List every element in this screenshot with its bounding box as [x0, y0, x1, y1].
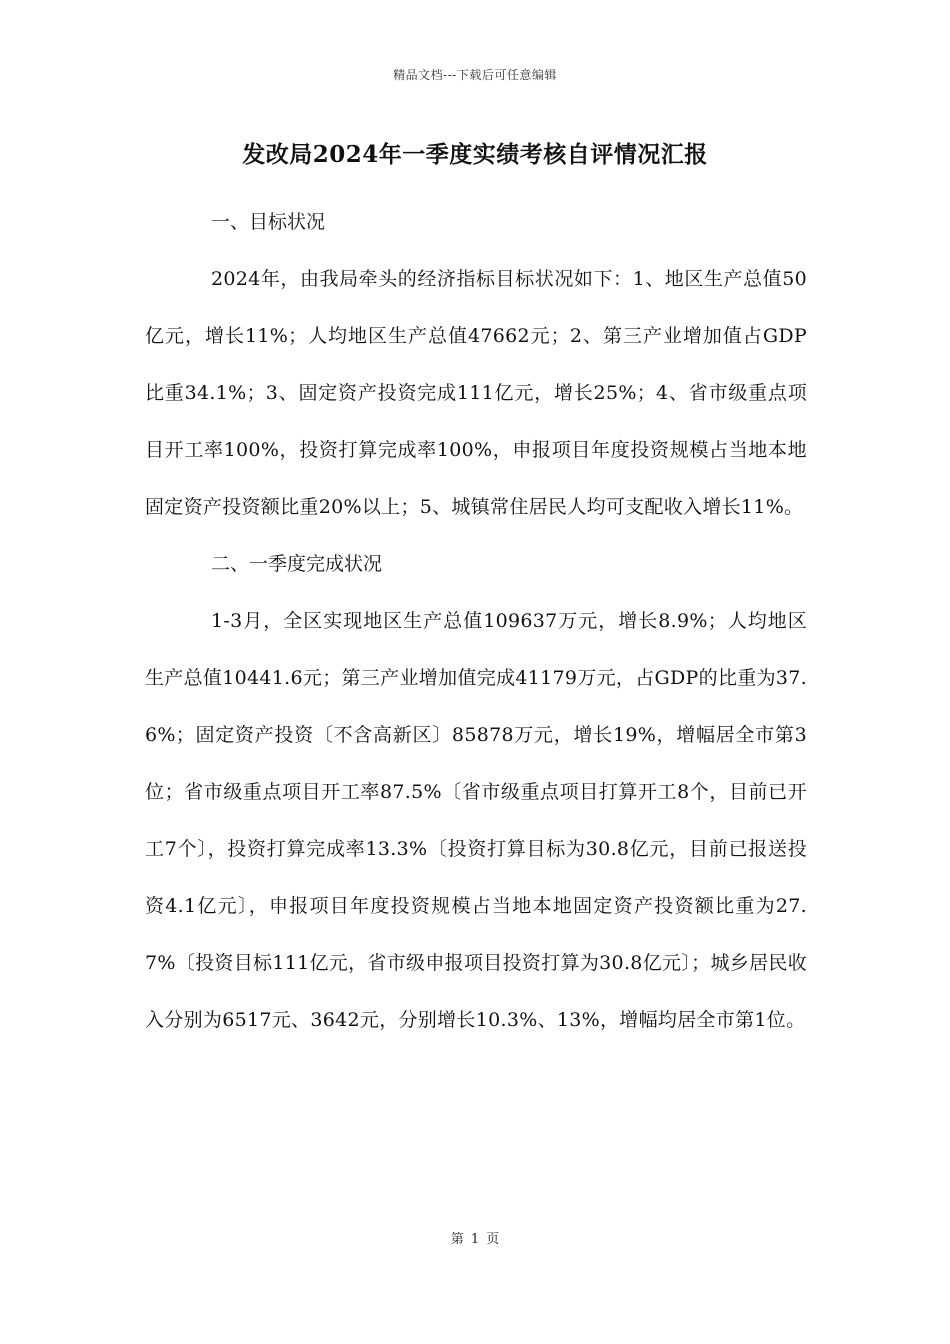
document-body	[145, 194, 807, 1049]
header-note: 精品文档---下载后可任意编辑	[393, 68, 557, 82]
section-heading-targets: 一、目标状况	[211, 211, 326, 233]
page-number: 第 1 页	[450, 1232, 500, 1247]
document-title: 发改局2024年一季度实绩考核自评情况汇报	[242, 141, 708, 168]
section-heading-q1-completion: 二、一季度完成状况	[211, 553, 383, 575]
section-paragraph-q1-completion: 1-3月，全区实现地区生产总值109637万元，增长8.9%；人均地区生产总值10441.6元；第三产业增加值完成41179万元，占GDP的比重为37.6%；固定资产投资〔不含高新区〕85878万元，增长19%，增幅居全市第3位；省市级重点项目开工率87.5%〔省市级重点项目打算开工8个，目前已开工7个〕，投资打算完成率13.3%〔投资打算目标为30.8亿元，目前已报送投资4.1亿元〕，申报项目年度投资规模占当地本地固定资产投资额比重为27.7%〔投资目标111亿元，省市级申报项目投资打算为30.8亿元〕；城乡居民收入分别为6517元、3642元，分别增长10.3%、13%，增幅均居全市第1位。	[145, 610, 807, 1031]
section-paragraph-targets: 2024年，由我局牵头的经济指标目标状况如下：1、地区生产总值50亿元，增长11%；人均地区生产总值47662元；2、第三产业增加值占GDP比重34.1%；3、固定资产投资完成111亿元，增长25%；4、省市级重点项目开工率100%，投资打算完成率100%，申报项目年度投资规模占当地本地固定资产投资额比重20%以上；5、城镇常住居民人均可支配收入增长11%。	[145, 268, 807, 518]
